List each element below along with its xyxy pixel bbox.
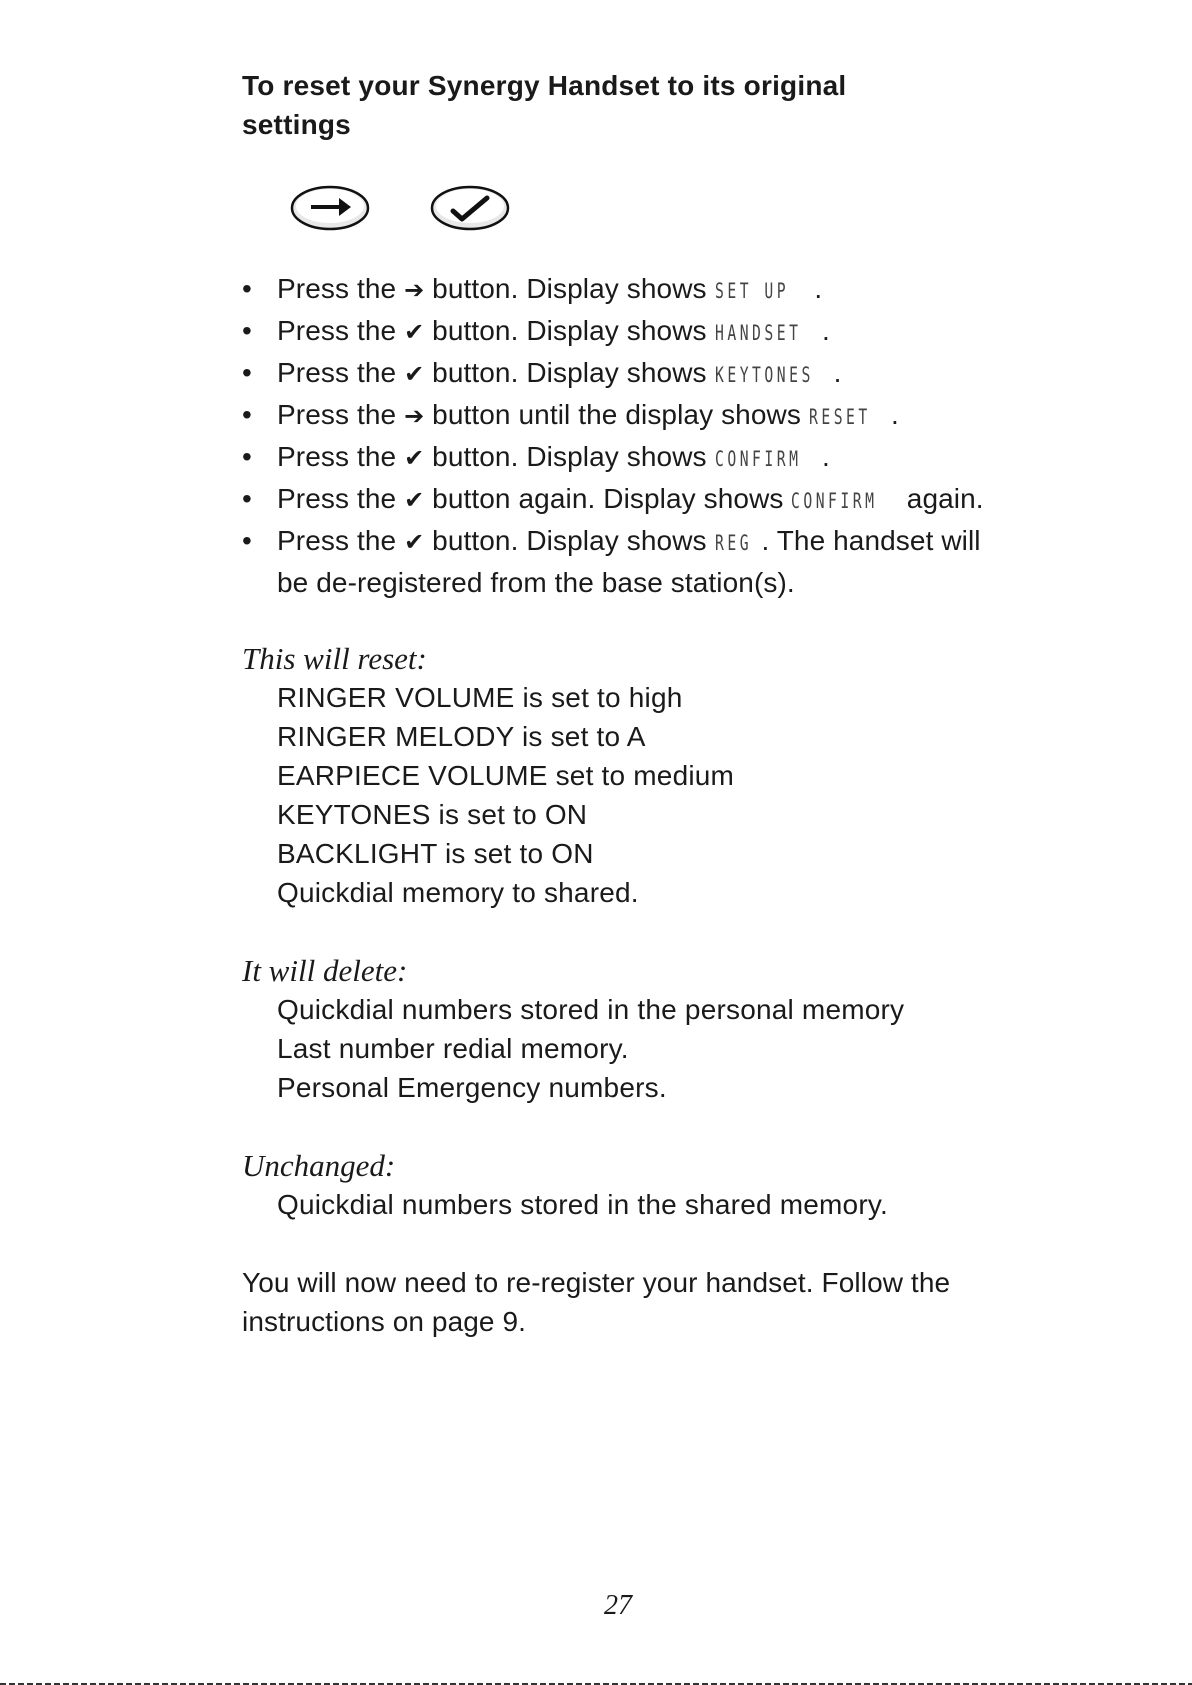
list-item: RINGER MELODY is set to A <box>277 721 646 752</box>
display-text: KEYTONES <box>714 363 814 387</box>
delete-items-list <box>242 990 1002 1107</box>
check-icon: ✔ <box>404 360 425 388</box>
list-item: Quickdial numbers stored in the personal memory <box>277 994 905 1025</box>
step-item: • Press the ✔ button. Display shows REG . The handset will be de-registered from the base station(s). <box>242 525 981 598</box>
page-heading: To reset your Synergy Handset to its original settings <box>242 70 847 140</box>
reset-section-label: This will reset: <box>242 641 427 676</box>
step-item: • Press the ✔ button again. Display shows CONFIRM again. <box>242 479 1002 521</box>
unchanged-items-list <box>242 1185 1002 1224</box>
display-text: CONFIRM <box>791 489 878 513</box>
arrow-right-icon: ➔ <box>404 276 425 304</box>
check-button-icon <box>429 183 511 233</box>
arrow-right-icon: ➔ <box>404 402 425 430</box>
step-item: • Press the ➔ button until the display shows RESET . <box>242 395 1002 437</box>
step-item: • Press the ✔ button. Display shows CONFIRM . <box>242 437 1002 479</box>
list-item: Quickdial memory to shared. <box>277 877 639 908</box>
reset-steps-list <box>242 269 1002 602</box>
check-icon: ✔ <box>404 486 425 514</box>
closing-paragraph: You will now need to re-register your handset. Follow the instructions on page 9. <box>242 1267 951 1337</box>
list-item: RINGER VOLUME is set to high <box>277 682 683 713</box>
list-item: EARPIECE VOLUME set to medium <box>277 760 735 791</box>
manual-page <box>242 66 1002 1341</box>
step-item: • Press the ✔ button. Display shows KEYTONES . <box>242 353 1002 395</box>
list-item: Quickdial numbers stored in the shared memory. <box>277 1189 888 1220</box>
list-item: Last number redial memory. <box>277 1033 629 1064</box>
check-icon: ✔ <box>404 444 425 472</box>
display-text: HANDSET <box>714 321 801 345</box>
page-number: 27 <box>604 1590 632 1621</box>
button-illustrations <box>289 183 1002 233</box>
list-item: BACKLIGHT is set to ON <box>277 838 594 869</box>
display-text: SET UP <box>714 279 789 303</box>
delete-section-label: It will delete: <box>242 953 408 988</box>
check-icon: ✔ <box>404 528 425 556</box>
display-text: CONFIRM <box>714 447 801 471</box>
reset-items-list <box>242 678 1002 912</box>
list-item: Personal Emergency numbers. <box>277 1072 667 1103</box>
arrow-right-button-icon <box>289 183 371 233</box>
check-icon: ✔ <box>404 318 425 346</box>
step-item: • Press the ✔ button. Display shows HANDSET . <box>242 311 1002 353</box>
list-item: KEYTONES is set to ON <box>277 799 588 830</box>
display-text: REG <box>714 531 752 555</box>
display-text: RESET <box>808 405 871 429</box>
step-item: • Press the ➔ button. Display shows SET UP . <box>242 269 1002 311</box>
unchanged-section-label: Unchanged: <box>242 1148 396 1183</box>
